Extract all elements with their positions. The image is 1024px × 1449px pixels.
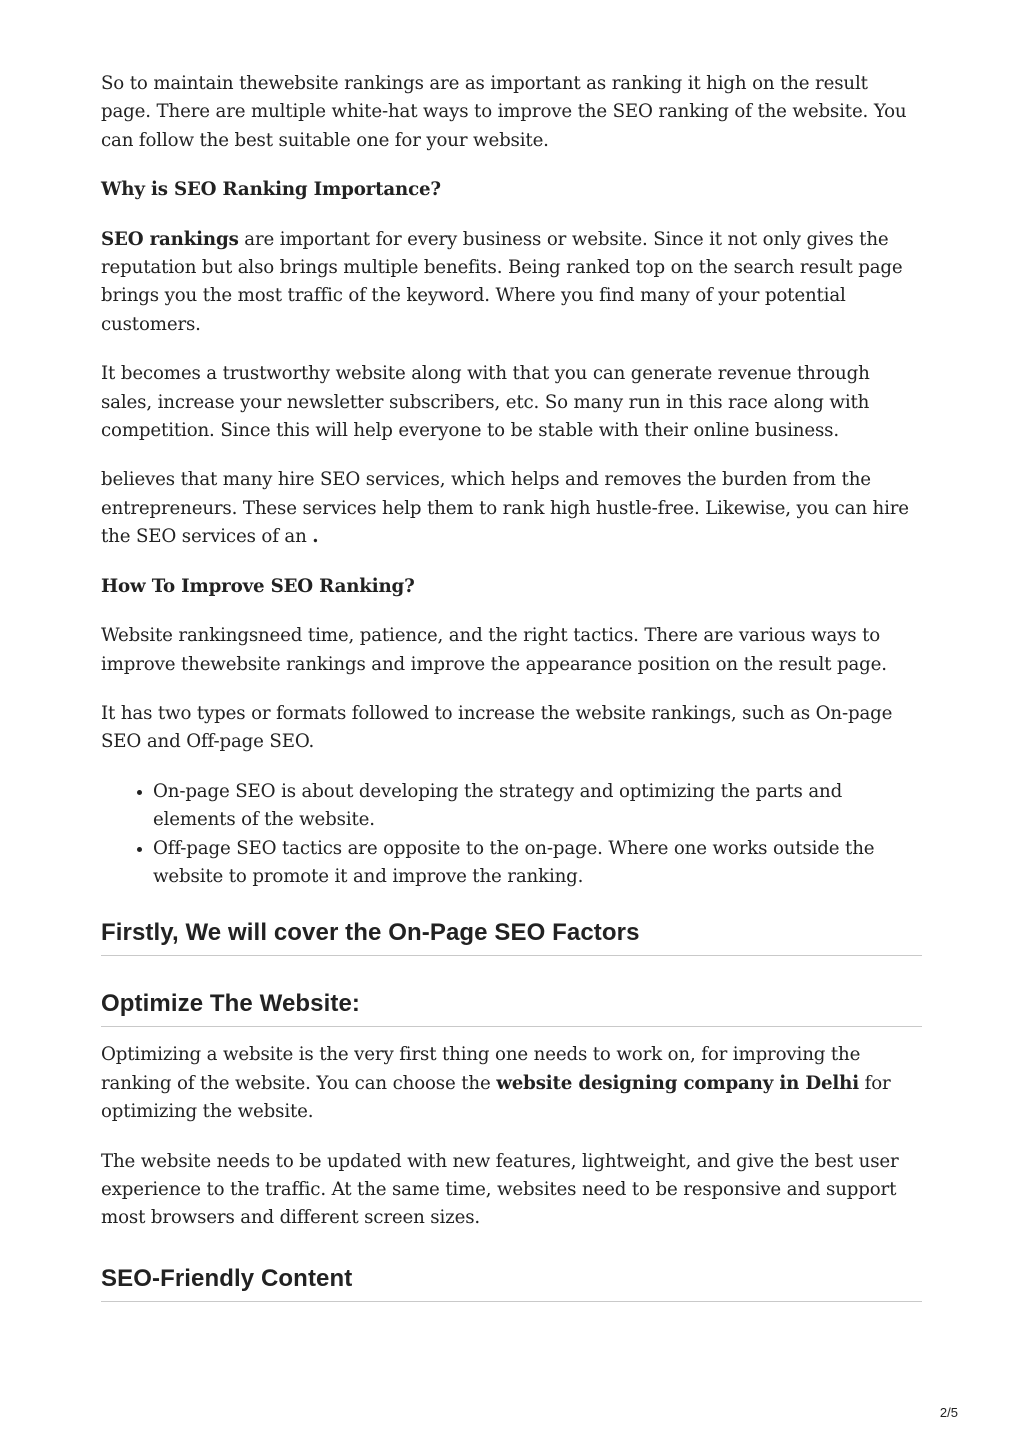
seo-rankings-text: are important for every business or website. Since it not only gives the reputation but also brings multiple benefits. Being ranked top on the search result page brings you the most traffic of the keyword. Where you find many of your potential customers. bbox=[101, 228, 903, 335]
paragraph-seo-rankings bbox=[101, 226, 922, 340]
paragraph-two-types: It has two types or formats followed to increase the website rankings, such as On-page SEO and Off-page SEO. bbox=[101, 702, 893, 753]
heading-on-page-factors: Firstly, We will cover the On-Page SEO Factors bbox=[101, 918, 922, 956]
heading-seo-friendly-content: SEO-Friendly Content bbox=[101, 1264, 922, 1302]
question-seo-importance: Why is SEO Ranking Importance? bbox=[101, 179, 441, 201]
list-item: • Off-page SEO tactics are opposite to the on-page. Where one works outside the website to promote it and improve the ranking. bbox=[153, 835, 922, 892]
paragraph-rankings-maintain: So to maintain thewebsite rankings are as important as ranking it high on the result page. There are multiple white-hat ways to improve the SEO ranking of the website. You can follow the best suitable one for your website. bbox=[101, 73, 907, 151]
paragraph-trustworthy: It becomes a trustworthy website along with that you can generate revenue through sales, increase your newsletter subscribers, etc. So many run in this race along with competition. Since this will help everyone to be stable with their online business. bbox=[101, 363, 870, 442]
paragraph-website-updated: The website needs to be updated with new features, lightweight, and give the best user experience to the traffic. At the same time, websites need to be responsive and support most browsers and different screen sizes. bbox=[101, 1150, 899, 1229]
paragraph-optimizing bbox=[101, 1041, 922, 1126]
website-designing-company-link[interactable]: website designing company in Delhi bbox=[496, 1072, 859, 1094]
question-improve-ranking: How To Improve SEO Ranking? bbox=[101, 575, 415, 597]
paragraph-rankings-time: Website rankingsneed time, patience, and the right tactics. There are various ways to improve thewebsite rankings and improve the appearance position on the result page. bbox=[101, 625, 887, 675]
seo-services-bold: . bbox=[312, 526, 319, 548]
optimizing-text: Optimizing a website is the very first thing one needs to work on, for improving the ranking of the website. You can choose the bbox=[101, 1044, 861, 1094]
heading-optimize-website: Optimize The Website: bbox=[101, 989, 922, 1027]
paragraph-seo-services bbox=[101, 466, 922, 551]
optimizing-text-end: for optimizing the website. bbox=[101, 1072, 891, 1123]
page-number: 2/5 bbox=[939, 1405, 958, 1420]
seo-types-list bbox=[101, 778, 922, 892]
seo-services-text: believes that many hire SEO services, which helps and removes the burden from the entrepreneurs. These services help them to rank high hustle-free. Likewise, you can hire the SEO services of an bbox=[101, 469, 909, 548]
seo-rankings-bold: SEO rankings bbox=[101, 228, 239, 250]
document-body bbox=[101, 70, 922, 1302]
list-item: • On-page SEO is about developing the strategy and optimizing the parts and elements of the website. bbox=[153, 778, 922, 835]
